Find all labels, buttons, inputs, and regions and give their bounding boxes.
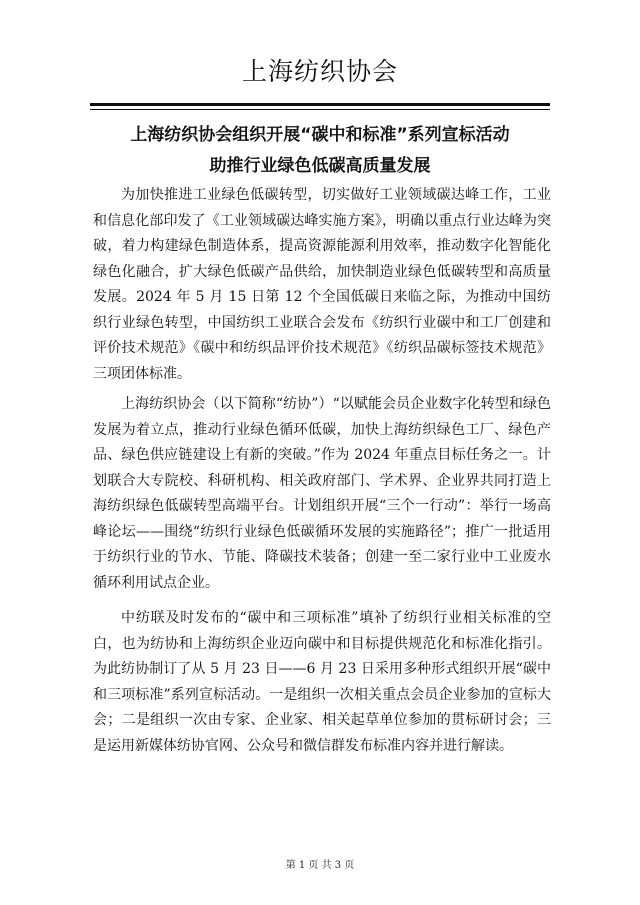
article-title-line2: 助推行业绿色低碳高质量发展 — [209, 156, 431, 176]
article-body — [93, 183, 551, 759]
header-rule-thin — [90, 109, 550, 110]
article-title-line1: 上海纺织协会组织开展“碳中和标准”系列宣标活动 — [130, 125, 510, 145]
organization-masthead: 上海纺织协会 — [241, 57, 398, 86]
body-paragraph-3: 中纺联及时发布的“碳中和三项标准”填补了纺织行业相关标准的空白，也为纺协和上海纺织企业迈向碳中和目标提供规范化和标准化指引。为此纺协制订了从 5 月 23 日——6 月 23 日采用多种形式组织开展“碳中和三项标准”系列宣标活动。一是组织一次相关重点会员企业参加的宣标大会；二是组织一次由专家、企业家、相关起草单位参加的贯标研讨会；三是运用新媒体纺协官网、公众号和微信群发布标准内容并进行解读。 — [93, 610, 551, 754]
header-rule-thick — [90, 103, 550, 106]
body-paragraph-2: 上海纺织协会（以下简称“纺协”）“以赋能会员企业数字化转型和绿色发展为着立点，推动行业绿色循环低碳，加快上海纺织绿色工厂、绿色产品、绿色供应链建设上有新的突破。”作为 2024 年重点目标任务之一。计划联合大专院校、科研机构、相关政府部门、学术界、企业界共同打造上海纺织绿色低碳转型高端平台。计划组织开展“三个一行动”：举行一场高峰论坛——围绕“纺织行业绿色低碳循环发展的实施路径”；推广一批适用于纺织行业的节水、节能、降碳技术装备；创建一至二家行业中工业废水循环利用试点企业。 — [93, 396, 551, 591]
body-paragraph-1: 为加快推进工业绿色低碳转型，切实做好工业领域碳达峰工作，工业和信息化部印发了《工业领域碳达峰实施方案》，明确以重点行业达峰为突破，着力构建绿色制造体系，提高资源能源利用效率，推动数字化智能化绿色化融合，扩大绿色低碳产品供给，加快制造业绿色低碳转型和高质量发展。2024 年 5 月 15 日第 12 个全国低碳日来临之际，为推动中国纺织行业绿色转型，中国纺织工业联合会发布《纺织行业碳中和工厂创建和评价技术规范》《碳中和纺织品评价技术规范》《纺织品碳标签技术规范》三项团体标准。 — [93, 187, 551, 382]
page-number-footer: 第 1 页 共 3 页 — [285, 860, 355, 871]
